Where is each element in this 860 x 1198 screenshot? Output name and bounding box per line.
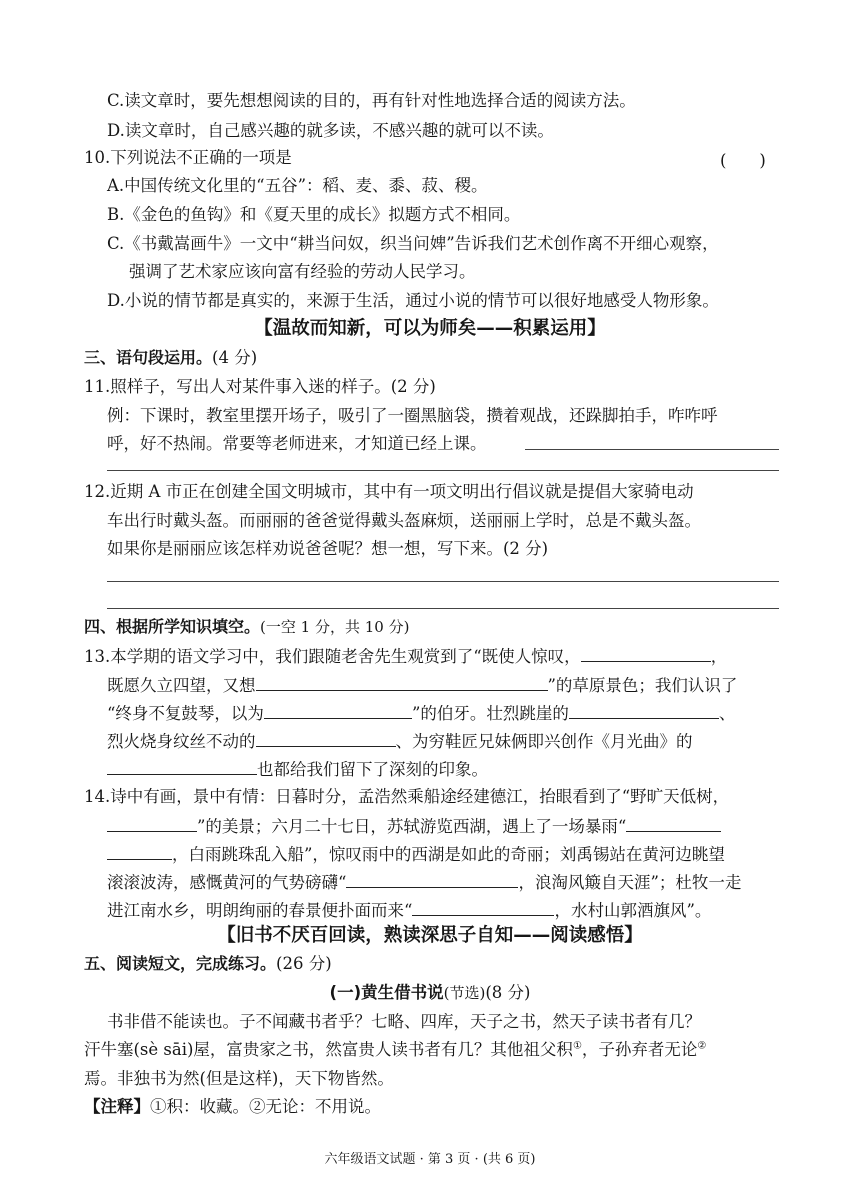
- section-5-score: (26 分): [276, 954, 332, 973]
- q14-blank-2[interactable]: [626, 815, 721, 832]
- page-footer: 六年级语文试题 · 第 3 页 · (共 6 页): [324, 1152, 536, 1167]
- q13-blank-1[interactable]: [581, 645, 711, 662]
- notes-label: 【注释】: [84, 1097, 150, 1116]
- passage-subtitle: (节选): [443, 984, 486, 1002]
- q13-blank-3[interactable]: [264, 702, 412, 719]
- passage-score: (8 分): [485, 983, 531, 1002]
- q14-line4-text: 滚滚波涛，感慨黄河的气势磅礴“: [107, 873, 347, 892]
- q13-blank-4[interactable]: [569, 702, 719, 719]
- section-3-title: 三、语句段运用。: [84, 348, 213, 367]
- section-banner-accumulation: 【温故而知新，可以为师矣——积累运用】: [254, 318, 606, 339]
- q13-line2: [107, 674, 737, 697]
- q9-option-d: D.读文章时，自己感兴趣的就多读，不感兴趣的就可以不读。: [107, 121, 554, 140]
- q10-option-b: B.《金色的鱼钩》和《夏天里的成长》拟题方式不相同。: [107, 205, 521, 224]
- footnote-marker-1: ①: [572, 1040, 582, 1052]
- passage-line2: [84, 1039, 706, 1061]
- q11-answer-line-2[interactable]: [107, 470, 779, 471]
- q14-line3: [107, 843, 725, 866]
- q13-line1-comma: ，: [710, 647, 728, 666]
- passage-line2-text: 汗牛塞(sè sāi)屋，富贵家之书，然富贵人读书者有几？其他祖父积: [84, 1040, 573, 1059]
- q12-line2: 车出行时戴头盔。而丽丽的爸爸觉得戴头盔麻烦，送丽丽上学时，总是不戴头盔。: [107, 511, 701, 530]
- q13-line4-tail: 、为穷鞋匠兄妹俩即兴创作《月光曲》的: [395, 732, 693, 751]
- passage-line2-mid: ，子孙弃者无论: [581, 1040, 698, 1059]
- q10-answer-paren: ( ): [720, 151, 766, 170]
- q13-line1-text: 13.本学期的语文学习中，我们跟随老舍先生观赏到了“既使人惊叹，: [84, 647, 581, 666]
- q14-line3-text: ，白雨跳珠乱入船”，惊叹雨中的西湖是如此的奇丽；刘禹锡站在黄河边眺望: [172, 845, 725, 864]
- q14-line4: [107, 871, 741, 894]
- q11-stem: 11.照样子，写出人对某件事入迷的样子。(2 分): [84, 377, 436, 396]
- section-5-heading: [84, 953, 332, 975]
- q13-blank-5[interactable]: [256, 730, 396, 747]
- section-4-heading: [84, 616, 409, 638]
- q14-line2: [107, 815, 721, 838]
- q13-line5-text: 也都给我们留下了深刻的印象。: [257, 760, 488, 779]
- q10-option-a: A.中国传统文化里的“五谷”：稻、麦、黍、菽、稷。: [107, 176, 488, 195]
- q13-line3-text: “终身不复鼓琴，以为: [107, 704, 264, 723]
- q13-line1: [84, 645, 727, 668]
- q14-line1: 14.诗中有画，景中有情：日暮时分，孟浩然乘船途经建德江，抬眼看到了“野旷天低树，: [84, 787, 730, 806]
- q14-blank-1[interactable]: [107, 815, 197, 832]
- q10-stem: 10.下列说法不正确的一项是: [84, 148, 292, 167]
- passage-line1: 书非借不能读也。子不闻藏书者乎？七略、四库，天子之书，然天子读书者有几？: [107, 1012, 701, 1031]
- q13-line2-text: 既愿久立四望，又想: [107, 676, 256, 695]
- q9-option-c: C.读文章时，要先想想阅读的目的，再有针对性地选择合适的阅读方法。: [107, 91, 636, 110]
- q11-example-line2: 呼，好不热闹。常要等老师进来，才知道已经上课。: [107, 434, 487, 453]
- passage-notes: [84, 1096, 381, 1118]
- q14-line2-text: ”的美景；六月二十七日，苏轼游览西湖，遇上了一场暴雨“: [197, 817, 627, 836]
- q10-option-d: D.小说的情节都是真实的，来源于生活，通过小说的情节可以很好地感受人物形象。: [107, 291, 719, 310]
- q12-line3: 如果你是丽丽应该怎样劝说爸爸呢？想一想，写下来。(2 分): [107, 539, 549, 558]
- q14-line5: [107, 899, 711, 922]
- q14-line4-tail: ，浪淘风簸自天涯”；杜牧一走: [518, 873, 742, 892]
- footnote-marker-2: ②: [697, 1040, 707, 1052]
- q12-answer-line-1[interactable]: [107, 581, 779, 582]
- q13-line2-tail: ”的草原景色；我们认识了: [547, 676, 738, 695]
- section-3-score: (4 分): [212, 348, 258, 367]
- section-5-title: 五、阅读短文，完成练习。: [84, 954, 277, 973]
- q11-example-line1: 例：下课时，教室里摆开场子，吸引了一圈黑脑袋，攒着观战，还跺脚拍手，咋咋呼: [107, 406, 718, 425]
- q11-answer-line-1[interactable]: [525, 449, 779, 450]
- q10-option-c-line2: 强调了艺术家应该向富有经验的劳动人民学习。: [129, 262, 476, 281]
- section-4-score: (一空 1 分，共 10 分): [260, 618, 410, 636]
- q14-blank-3[interactable]: [346, 871, 518, 888]
- q13-blank-6[interactable]: [107, 758, 257, 775]
- passage-title: (一)黄生借书说: [329, 983, 444, 1002]
- q13-line4-text: 烈火烧身纹丝不动的: [107, 732, 256, 751]
- q12-answer-line-2[interactable]: [107, 608, 779, 609]
- q14-blank-4[interactable]: [412, 899, 554, 916]
- q12-line1: 12.近期 A 市正在创建全国文明城市，其中有一项文明出行倡议就是提倡大家骑电动: [84, 482, 694, 501]
- q13-line5: [107, 758, 488, 781]
- q10-option-c-line1: C.《书戴嵩画牛》一文中“耕当问奴，织当问婢”告诉我们艺术创作离不开细心观察，: [107, 234, 719, 253]
- q13-line3: [107, 702, 735, 725]
- q14-line5-text: 进江南水乡，明朗绚丽的春景便扑面而来“: [107, 901, 413, 920]
- passage-line3: 焉。非独书为然(但是这样)，天下物皆然。: [84, 1069, 394, 1088]
- q13-line4: [107, 730, 693, 753]
- q13-blank-2[interactable]: [256, 674, 548, 691]
- q14-blank-2-cont[interactable]: [107, 843, 172, 860]
- notes-text: ①积：收藏。②无论：不用说。: [150, 1097, 381, 1116]
- passage-title-line: [0, 982, 860, 1004]
- section-3-heading: [84, 347, 257, 369]
- section-4-title: 四、根据所学知识填空。: [84, 617, 261, 636]
- q14-line5-tail: ，水村山郭酒旗风”。: [554, 901, 712, 920]
- q13-line3-tail: 、: [718, 704, 736, 723]
- section-banner-reading: 【旧书不厌百回读，熟读深思子自知——阅读感悟】: [217, 925, 643, 946]
- q13-line3-mid: ”的伯牙。壮烈跳崖的: [411, 704, 569, 723]
